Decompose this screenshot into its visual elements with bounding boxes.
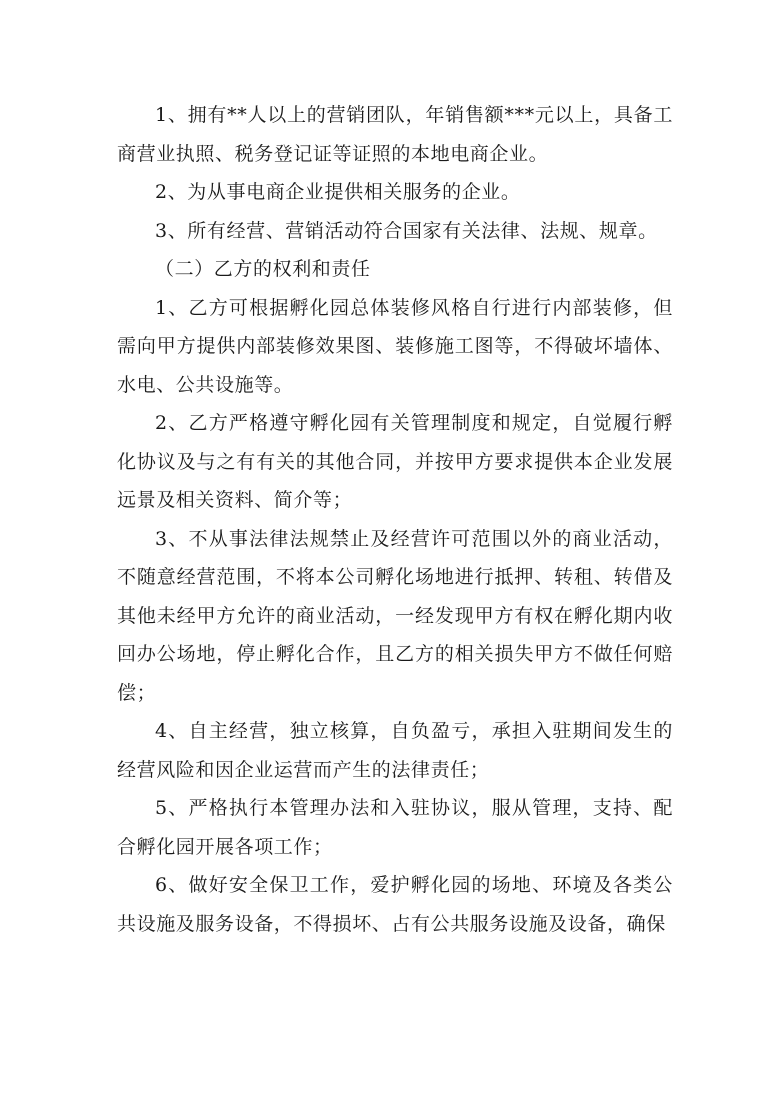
paragraph-10: 6、做好安全保卫工作，爱护孵化园的场地、环境及各类公共设施及服务设备，不得损坏、占有公共服务设施及设备，确保 — [117, 874, 673, 935]
paragraph-3: 3、所有经营、营销活动符合国家有关法律、法规、规章。 — [155, 219, 658, 242]
paragraph-6: 2、乙方严格遵守孵化园有关管理制度和规定，自觉履行孵化协议及与之有有关的其他合同，并按甲方要求提供本企业发展远景及相关资料、简介等； — [117, 412, 673, 511]
paragraph-7: 3、不从事法律法规禁止及经营许可范围以外的商业活动，不随意经营范围，不将本公司孵化场地进行抵押、转租、转借及其他未经甲方允许的商业活动，一经发现甲方有权在孵化期内收回办公场地，停止孵化合作，且乙方的相关损失甲方不做任何赔偿； — [117, 527, 673, 704]
paragraph-8: 4、自主经营，独立核算，自负盈亏，承担入驻期间发生的经营风险和因企业运营而产生的法律责任； — [117, 720, 673, 781]
section-heading: （二）乙方的权利和责任 — [155, 258, 371, 280]
paragraph-1: 1、拥有**人以上的营销团队，年销售额***元以上，具备工商营业执照、税务登记证等证照的本地电商企业。 — [117, 104, 673, 165]
paragraph-2: 2、为从事电商企业提供相关服务的企业。 — [155, 181, 521, 203]
paragraph-9: 5、严格执行本管理办法和入驻协议，服从管理，支持、配合孵化园开展各项工作； — [117, 797, 673, 858]
paragraph-5: 1、乙方可根据孵化园总体装修风格自行进行内部装修，但需向甲方提供内部装修效果图、装修施工图等，不得破坏墙体、水电、公共设施等。 — [117, 296, 673, 396]
document-body — [117, 96, 673, 943]
